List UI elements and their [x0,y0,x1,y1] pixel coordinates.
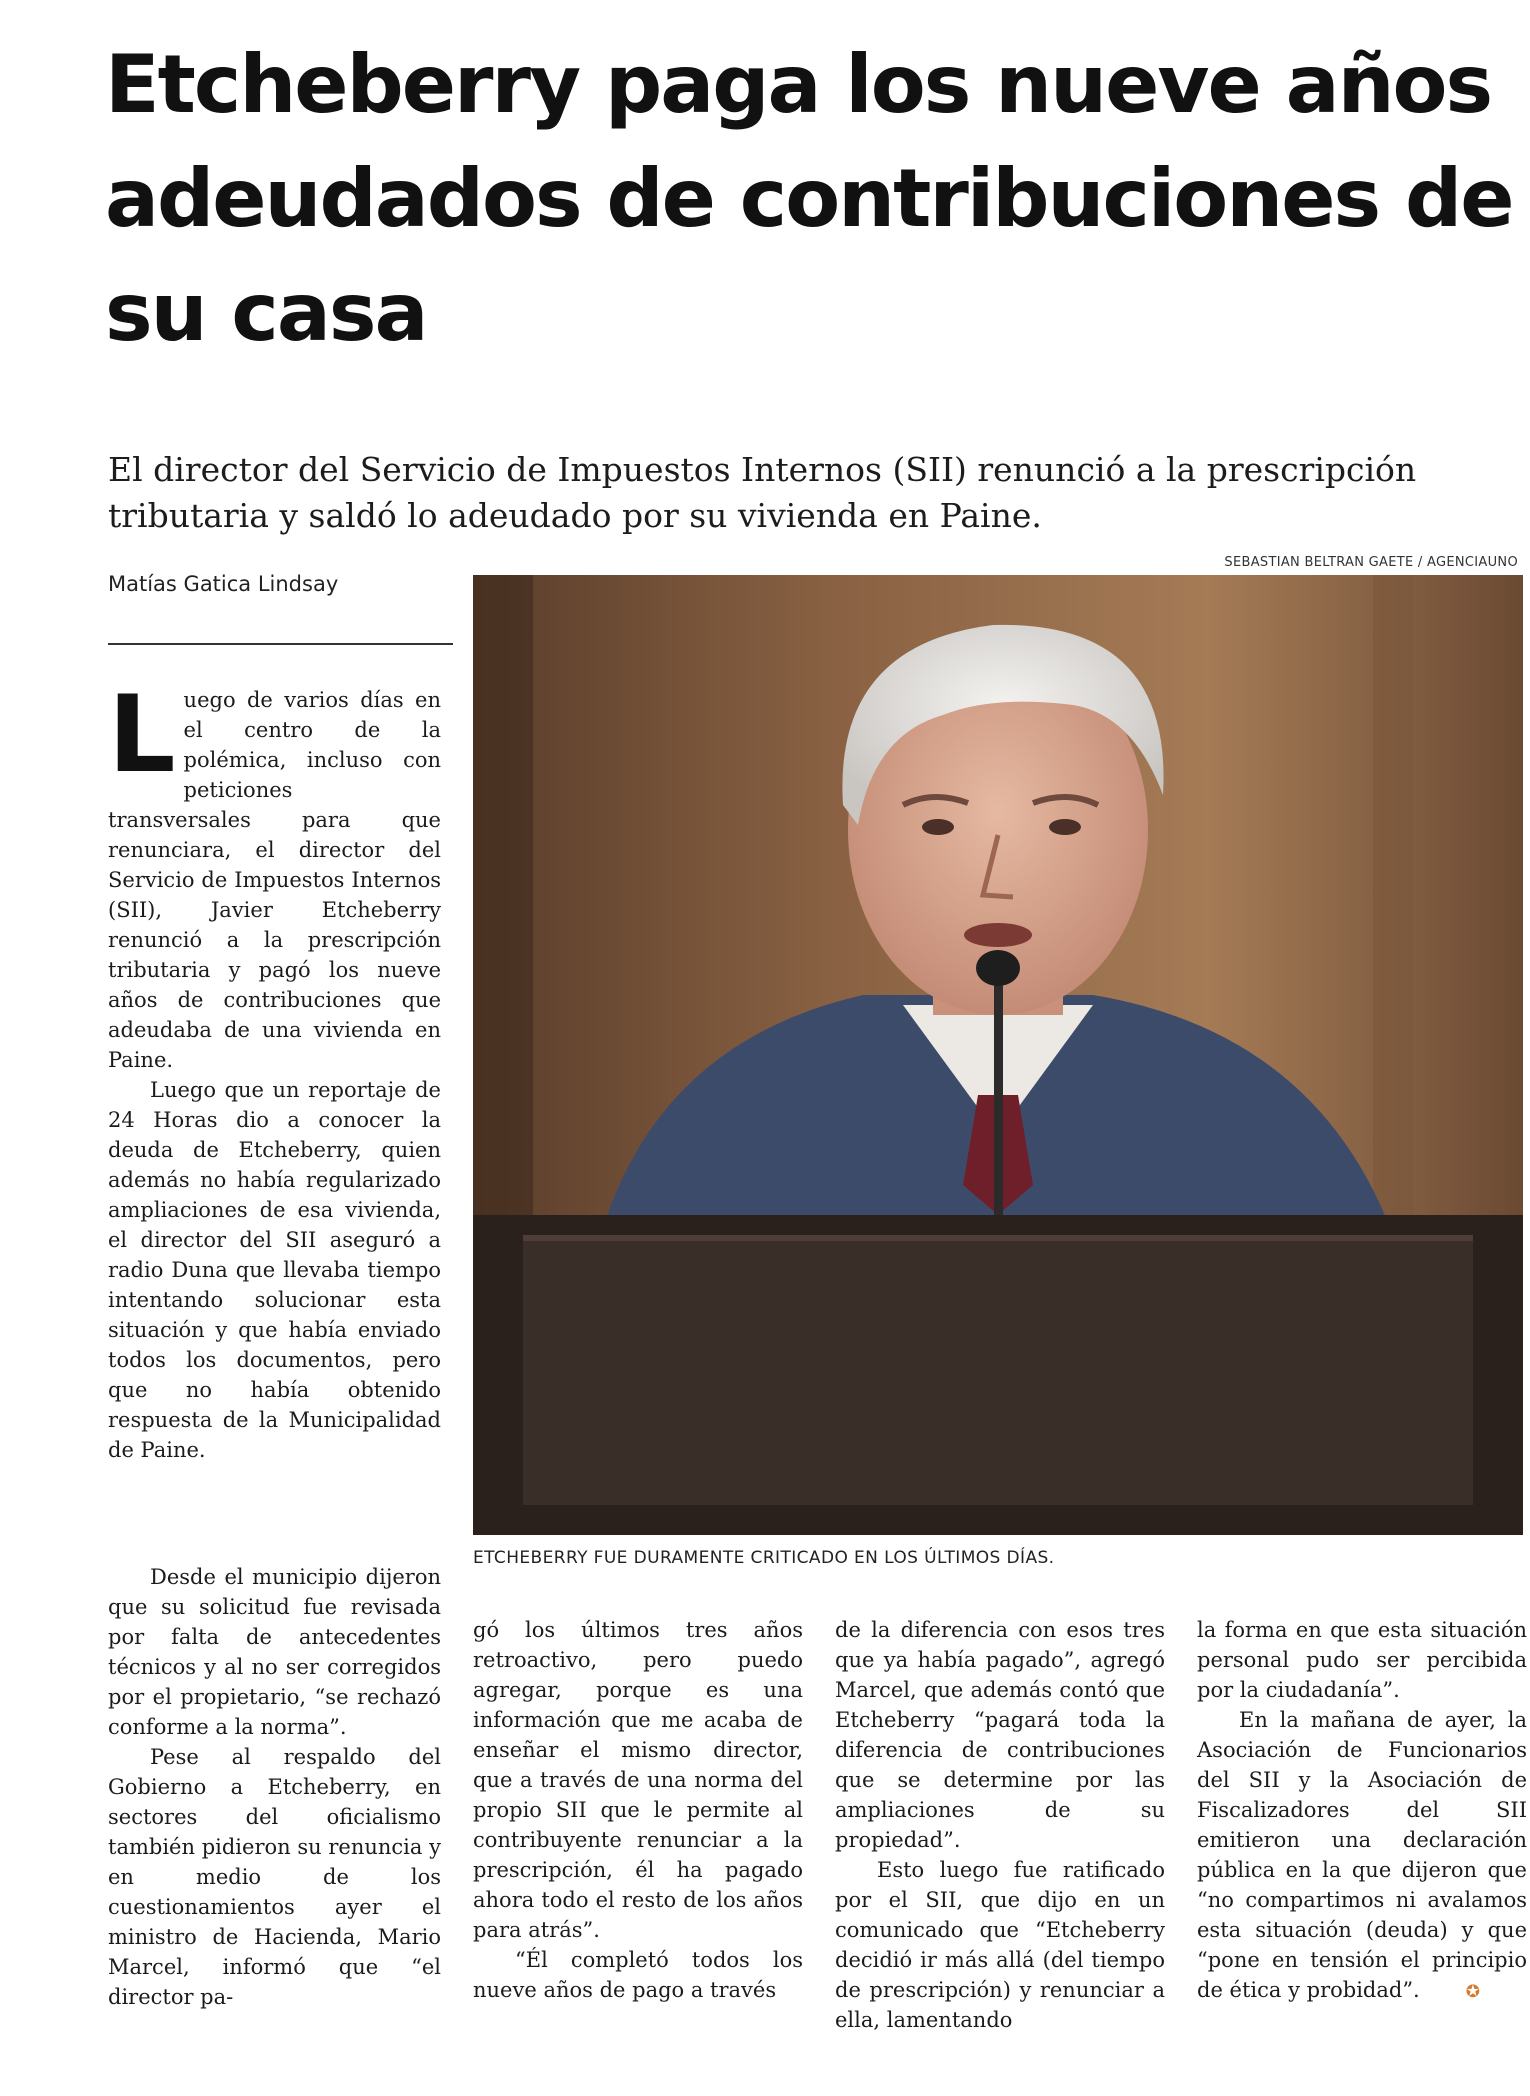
article-column-1 [108,673,441,1465]
paragraph: Esto luego fue ratificado por el SII, que dijo en un comunicado que “Etcheberry decidió ir más allá (del tiempo de prescripción) y renunciar a ella, lamentando [835,1858,1165,2032]
byline: Matías Gatica Lindsay [108,572,339,596]
paragraph: En la mañana de ayer, la Asociación de Funcionarios del SII y la Asociación de Fiscalizadores del SII emitieron una declaración pública en la que dijeron que “no compartimos ni avalamos esta situación (deuda) y que “pone en tensión el principio de ética y probidad”. ✪ [1197,1705,1527,2007]
article-column-4 [1197,1615,1527,2007]
photo-credit: SEBASTIAN BELTRAN GAETE / AGENCIAUNO [1224,555,1518,570]
article-column-3 [835,1615,1165,2035]
article-photo [473,575,1523,1535]
photo-illustration [473,575,1523,1535]
paragraph: de la diferencia con esos tres que ya había pagado”, agregó Marcel, que además contó que Etcheberry “pagará toda la diferencia de contribuciones que se determine por las ampliaciones de su propiedad”. [835,1618,1165,1852]
paragraph: gó los últimos tres años retroactivo, pero puedo agregar, porque es una información que me acaba de enseñar el mismo director, que a través de una norma del propio SII que le permite al contribuyente renunciar a la prescripción, él ha pagado ahora todo el resto de los años para atrás”. [473,1618,803,1942]
byline-rule [108,643,453,645]
paragraph: “Él completó todos los nueve años de pago a través [473,1948,803,2002]
paragraph: Desde el municipio dijeron que su solicitud fue revisada por falta de antecedentes técnicos y al no ser corregidos por el propietario, “se rechazó conforme a la norma”. [108,1565,441,1739]
paragraph: la forma en que esta situación personal pudo ser percibida por la ciudadanía”. [1197,1618,1527,1702]
article-column-1-continued [108,1562,441,2012]
paragraph: Luego de varios días en el centro de la polémica, incluso con peticiones transversales para que renunciara, el director del Servicio de Impuestos Internos (SII), Javier Etcheberry renunció a la prescripción tributaria y pagó los nueve años de contribuciones que adeudaba de una vivienda en Paine. [108,673,441,1072]
deck-subtitle: El director del Servicio de Impuestos Internos (SII) renunció a la prescripción tributaria y saldó lo adeudado por su vivienda en Paine. [108,450,1417,535]
end-mark-icon: ✪ [1465,1982,1480,2002]
article-column-2 [473,1615,803,2005]
photo-caption: ETCHEBERRY FUE DURAMENTE CRITICADO EN LOS ÚLTIMOS DÍAS. [473,1548,1055,1568]
headline: Etcheberry paga los nueve años adeudados de contribuciones de su casa [105,38,1513,359]
drop-cap: L [108,673,176,796]
paragraph: Pese al respaldo del Gobierno a Etcheberry, en sectores del oficialismo también pidieron su renuncia y en medio de los cuestionamientos ayer el ministro de Hacienda, Mario Marcel, informó que “el director pa- [108,1745,441,2009]
paragraph: Luego que un reportaje de 24 Horas dio a conocer la deuda de Etcheberry, quien además no había regularizado ampliaciones de esa vivienda, el director del SII aseguró a radio Duna que llevaba tiempo intentando solucionar esta situación y que había enviado todos los documentos, pero que no había obtenido respuesta de la Municipalidad de Paine. [108,1078,441,1462]
